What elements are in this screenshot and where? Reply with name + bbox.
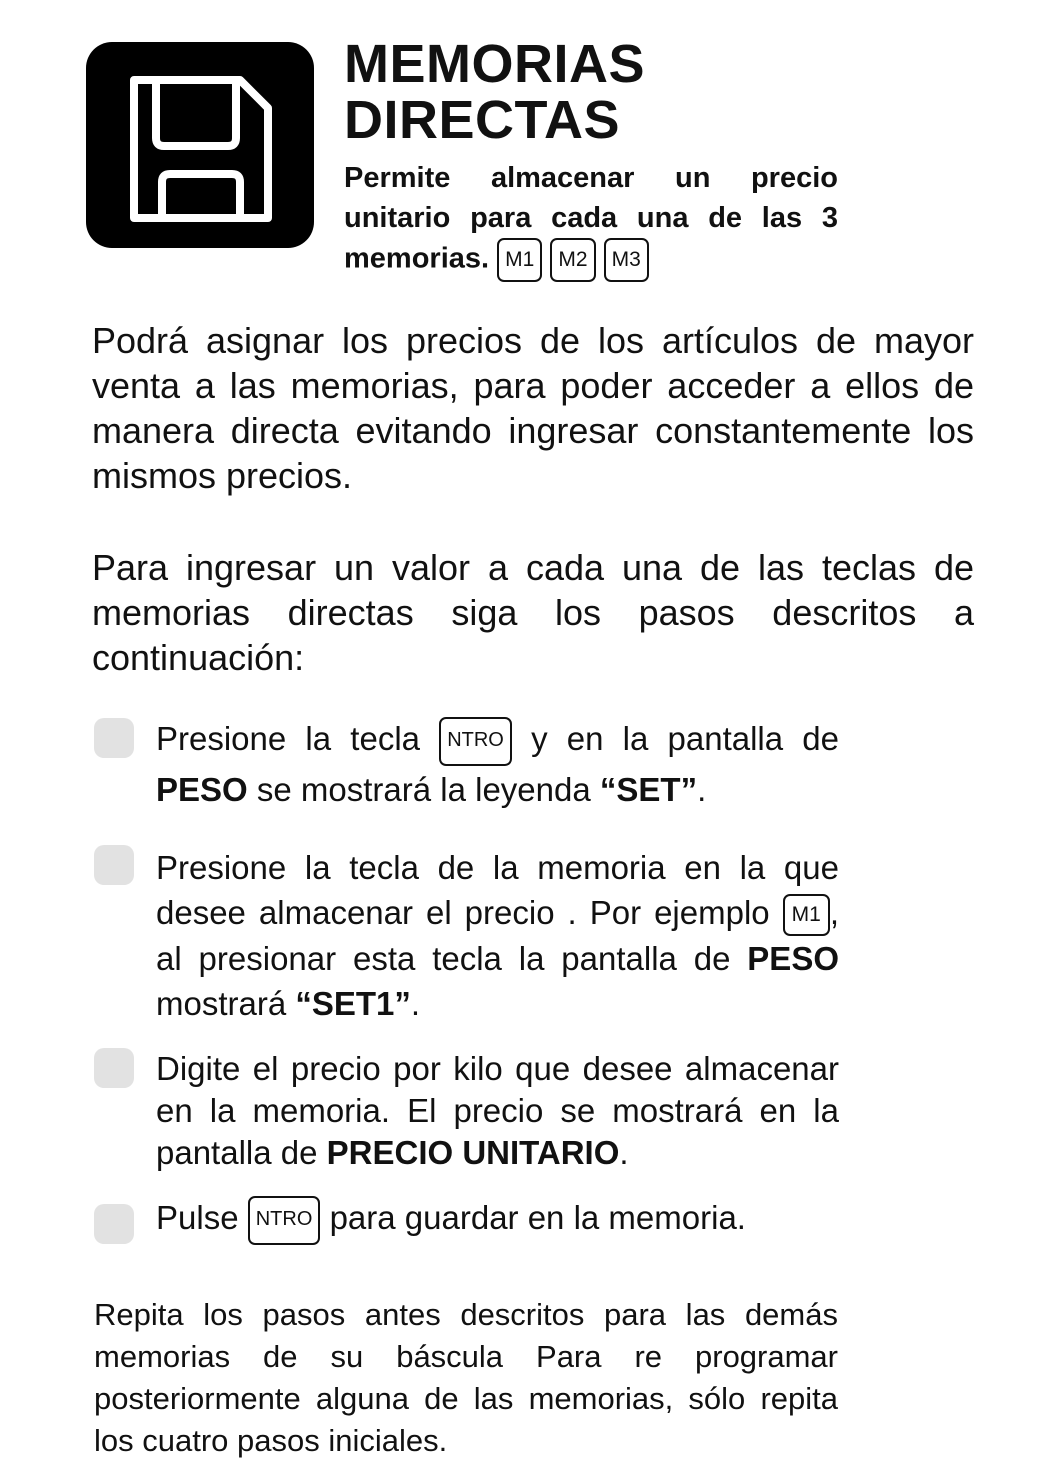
step-2-text-c: mostrará bbox=[156, 985, 287, 1023]
page-title bbox=[344, 36, 645, 148]
key-m1: M1 bbox=[783, 894, 830, 936]
closing-paragraph: Repita los pasos antes descritos para las demás memorias de su báscula Para re programar posteriormente alguna de las memorias, sólo repita los cuatro pasos iniciales. bbox=[94, 1297, 838, 1458]
step-3-bold-precio-unitario: PRECIO UNITARIO bbox=[326, 1134, 620, 1171]
step-3-text-b: . bbox=[619, 1134, 629, 1171]
step-4-text bbox=[156, 1196, 839, 1245]
step-1-text-d: . bbox=[697, 770, 707, 808]
step-4-text-b: para guardar en la memoria. bbox=[329, 1199, 746, 1237]
step-1-text bbox=[156, 715, 839, 814]
key-ntro: NTRO bbox=[439, 717, 512, 766]
step-1-bold-set: “SET” bbox=[599, 770, 698, 808]
step-3-text-a: Digite el precio por kilo que desee almacenar en la memoria. El precio se mostrará en la pantalla de bbox=[156, 1050, 839, 1171]
step-3-text bbox=[156, 1048, 839, 1174]
step-2-text bbox=[156, 845, 839, 1026]
step-1-text-b: y en la pantalla de bbox=[531, 720, 839, 757]
step-bullet bbox=[94, 1048, 134, 1088]
step-1-text-c: se mostrará la leyenda bbox=[256, 770, 591, 808]
subtitle-text: Permite almacenar un precio unitario para cada una de las 3 memorias. bbox=[344, 162, 838, 275]
instructions-paragraph: Para ingresar un valor a cada una de las teclas de memorias directas siga los pasos descritos a continuación: bbox=[92, 547, 974, 678]
step-2-bold-set1: “SET1” bbox=[295, 985, 411, 1023]
step-bullet bbox=[94, 1204, 134, 1244]
title-line-1: MEMORIAS bbox=[344, 34, 645, 94]
key-ntro: NTRO bbox=[248, 1196, 321, 1245]
intro-paragraph: Podrá asignar los precios de los artículos de mayor venta a las memorias, para poder acceder a ellos de manera directa evitando ingresar constantemente los mismos precios. bbox=[92, 320, 974, 496]
step-2-bold-peso: PESO bbox=[747, 940, 839, 978]
step-1-bold-peso: PESO bbox=[156, 770, 248, 808]
step-2-text-d: . bbox=[410, 985, 421, 1023]
step-2-text-a: Presione la tecla de la memoria en la que desee almacenar el precio . Por ejemplo bbox=[156, 849, 839, 931]
floppy-disk-icon-tile bbox=[86, 42, 314, 248]
title-line-2: DIRECTAS bbox=[344, 90, 621, 150]
key-m3: M3 bbox=[604, 238, 649, 282]
key-m1: M1 bbox=[497, 238, 542, 282]
step-1-text-a: Presione la tecla bbox=[156, 720, 421, 757]
floppy-disk-icon bbox=[86, 42, 314, 248]
subtitle bbox=[344, 158, 838, 282]
key-m2: M2 bbox=[550, 238, 595, 282]
step-bullet bbox=[94, 718, 134, 758]
step-4-text-a: Pulse bbox=[156, 1199, 239, 1237]
step-2-text-b: , al presionar esta tecla la pantalla de bbox=[156, 894, 839, 978]
step-bullet bbox=[94, 845, 134, 885]
